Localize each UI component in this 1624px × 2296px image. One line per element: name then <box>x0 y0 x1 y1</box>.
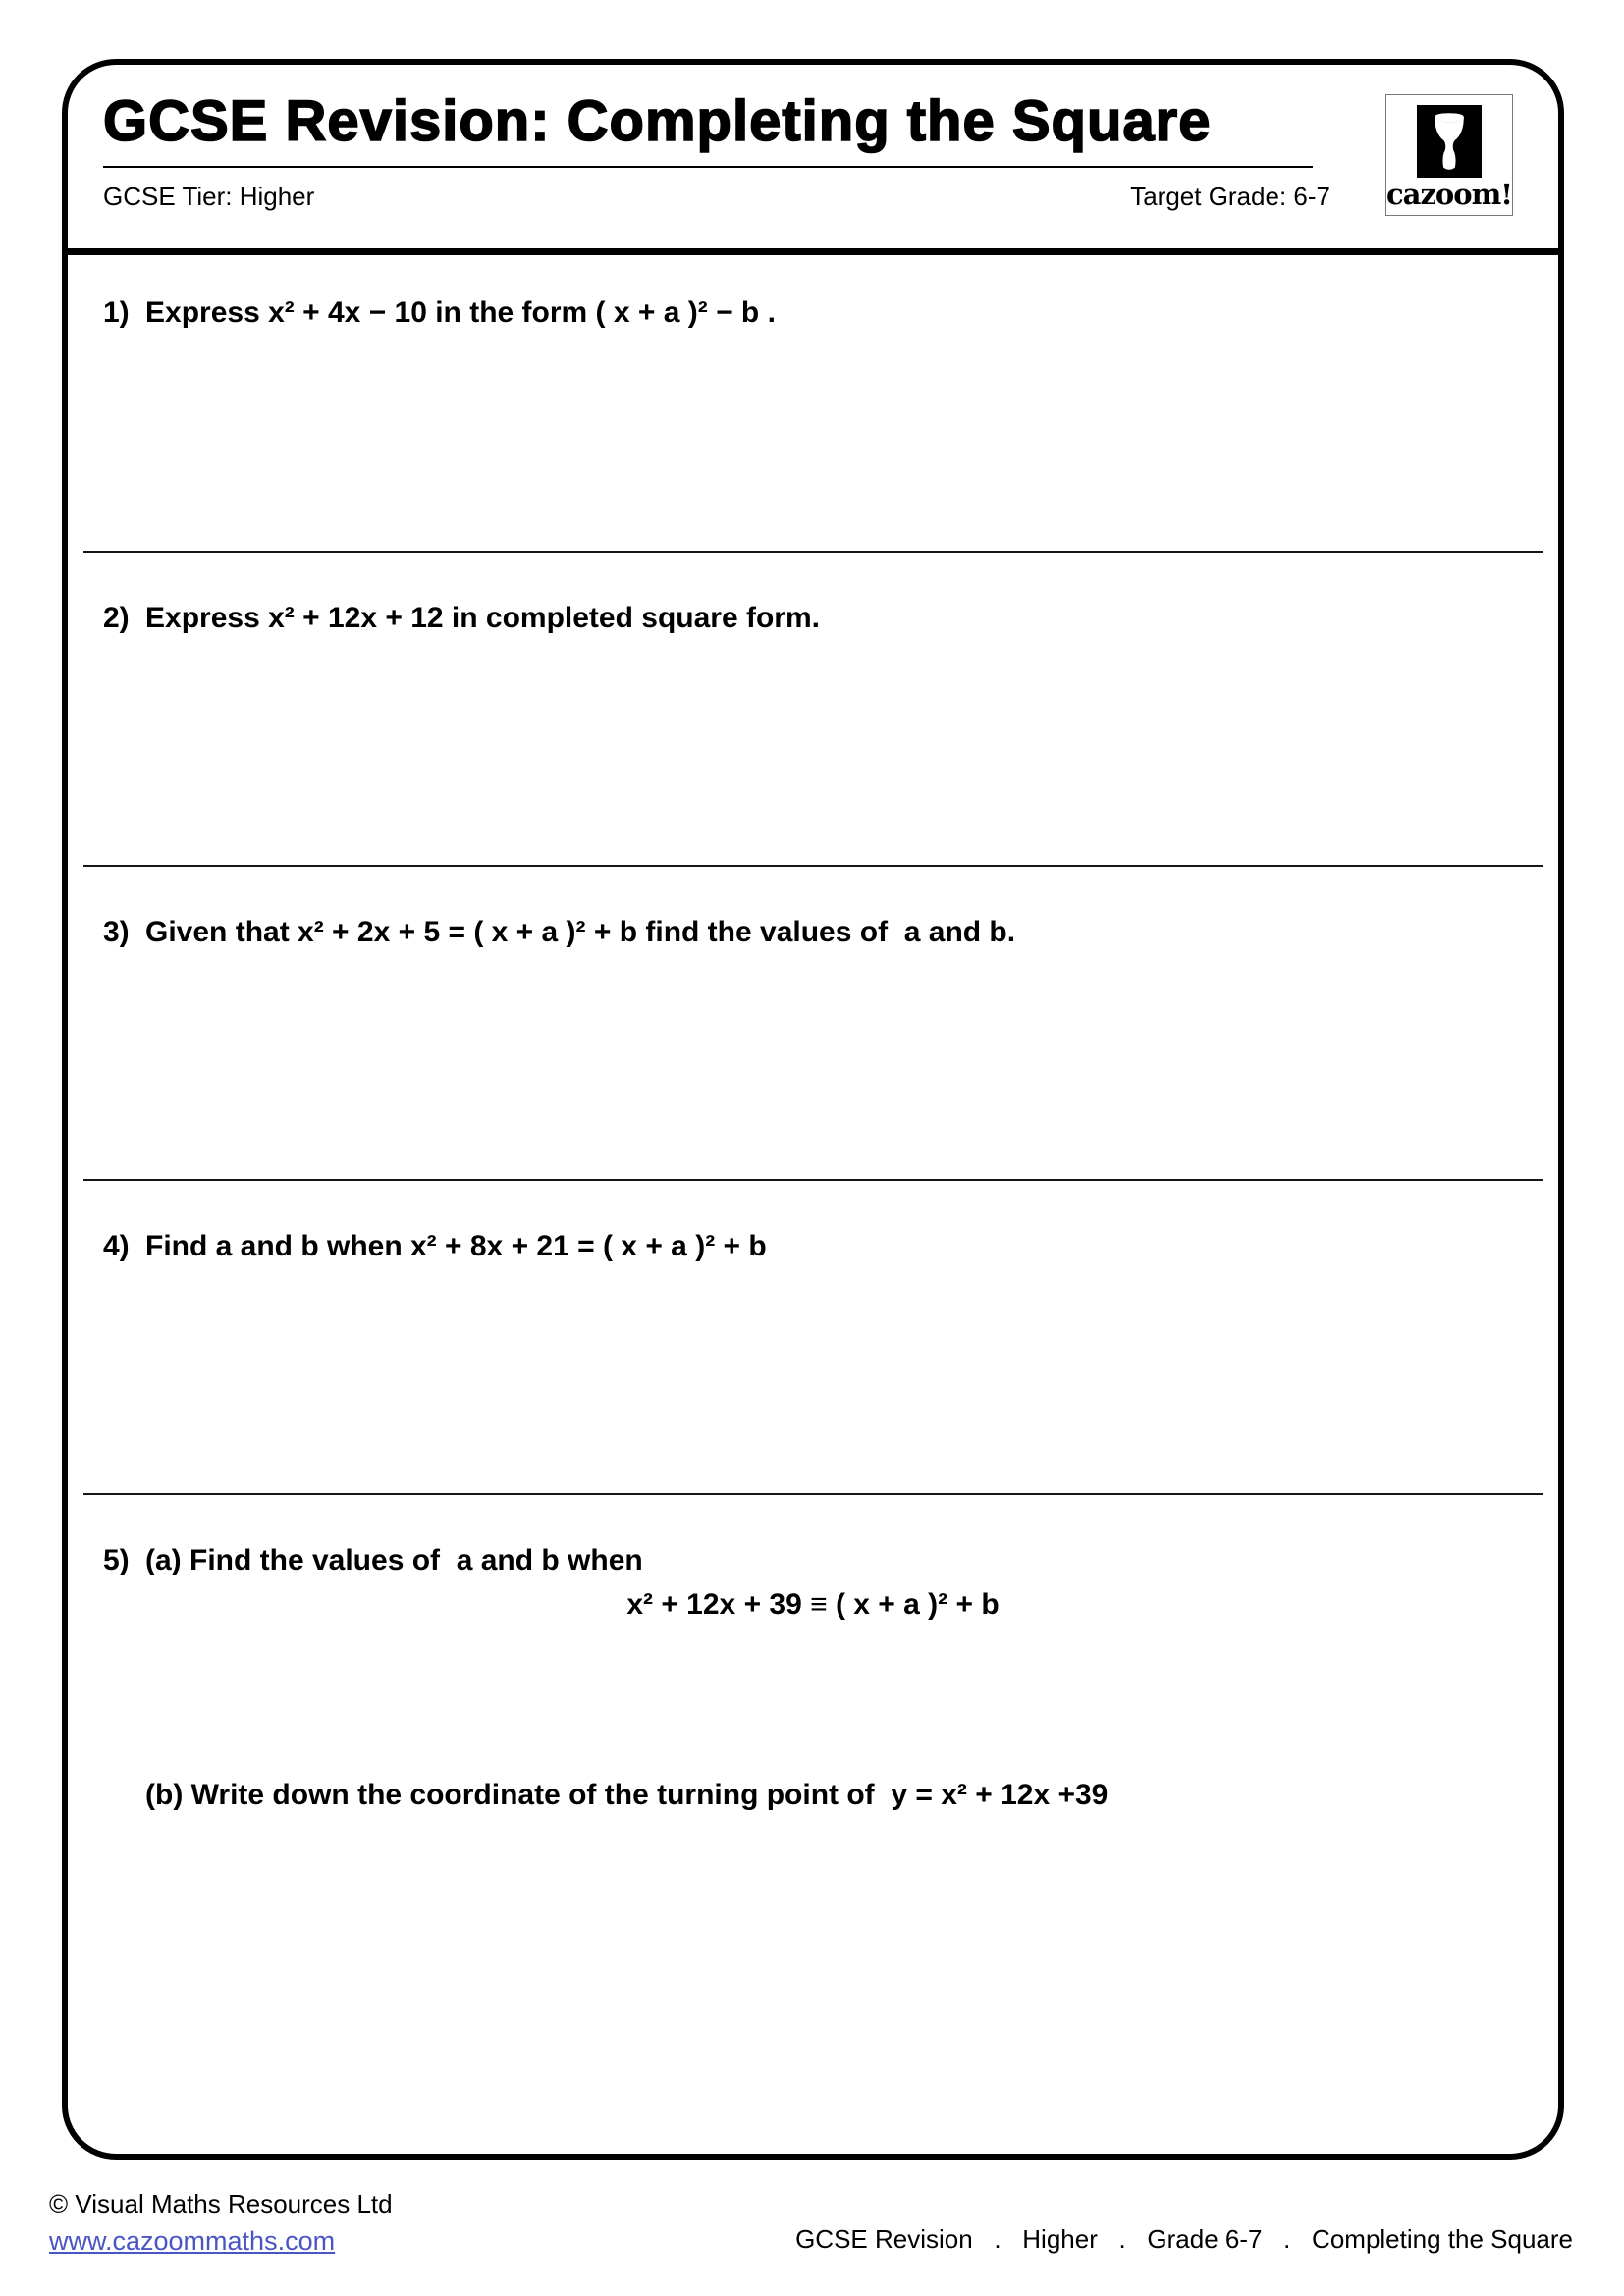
worksheet-border <box>62 59 1564 2160</box>
question-section-1 <box>68 255 1558 553</box>
question-equation: x² + 12x + 39 ≡ ( x + a )² + b <box>626 1588 1000 1621</box>
question-section-3 <box>68 867 1558 1181</box>
question-line <box>103 602 820 635</box>
question-text: Find a and b when x² + 8x + 21 = ( x + a )² + b <box>145 1230 767 1262</box>
logo-black-square <box>1417 105 1482 178</box>
question-number: 2) <box>103 602 130 634</box>
tier-label: GCSE Tier: Higher <box>103 182 315 211</box>
question-text: Express x² + 4x − 10 in the form ( x + a )² − b . <box>145 296 776 329</box>
title-underline <box>103 166 1313 168</box>
target-grade-label: Target Grade: 6-7 <box>1130 182 1330 211</box>
question-section-4 <box>68 1181 1558 1495</box>
question-line <box>103 296 776 330</box>
copyright-text: © Visual Maths Resources Ltd <box>49 2189 393 2218</box>
logo-wordmark: cazoom! <box>1386 178 1513 211</box>
question-number: 3) <box>103 916 130 948</box>
question-number: 4) <box>103 1230 130 1262</box>
question-line <box>103 1230 767 1263</box>
question-text: Express x² + 12x + 12 in completed square form. <box>145 602 820 634</box>
question-line <box>103 916 1015 949</box>
question-number: 1) <box>103 296 130 329</box>
website-link[interactable]: www.cazoommaths.com <box>49 2226 336 2256</box>
question-part-a-text: (a) Find the values of a and b when <box>145 1544 643 1576</box>
djembe-drum-icon <box>1423 110 1476 173</box>
question-line <box>103 1544 643 1577</box>
footer-meta: GCSE Revision . Higher . Grade 6-7 . Completing the Square <box>795 2224 1573 2254</box>
question-text: Given that x² + 2x + 5 = ( x + a )² + b find the values of a and b. <box>145 916 1016 948</box>
header-divider <box>68 248 1558 255</box>
question-section-2 <box>68 553 1558 867</box>
page-title: GCSE Revision: Completing the Square <box>103 89 1212 153</box>
question-number: 5) <box>103 1544 130 1576</box>
question-section-5 <box>68 1495 1558 2154</box>
cazoom-logo <box>1385 94 1513 216</box>
question-part-b-text: (b) Write down the coordinate of the turning point of y = x² + 12x +39 <box>145 1779 1109 1811</box>
